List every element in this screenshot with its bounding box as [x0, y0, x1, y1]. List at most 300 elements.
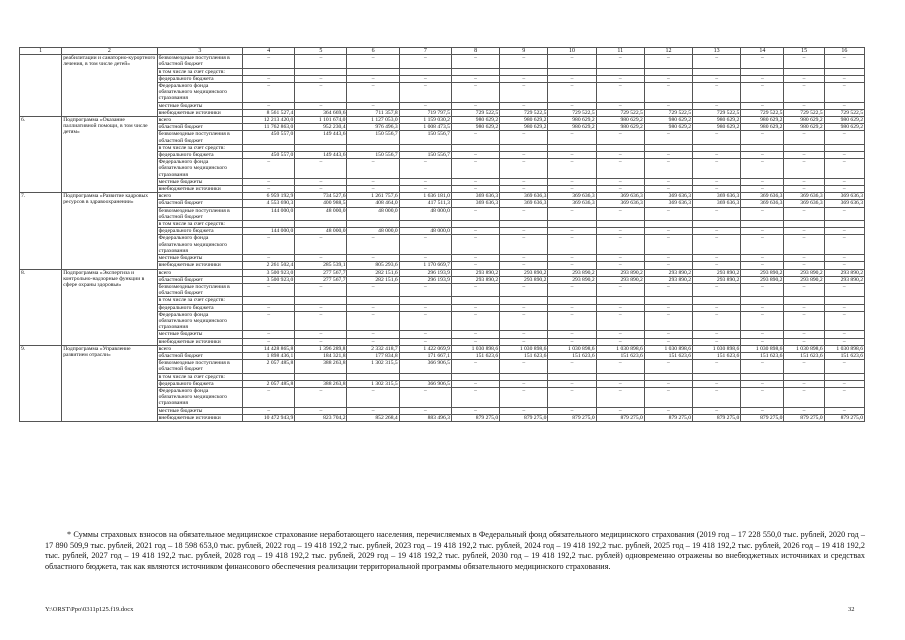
funding-source: в том числе за счет средств: [157, 221, 242, 228]
amount-cell: – [451, 152, 499, 159]
amount-cell: 1 030 898,6 [693, 345, 741, 352]
amount-cell: – [347, 83, 399, 103]
amount-cell: – [693, 304, 741, 311]
amount-cell: – [596, 283, 644, 296]
amount-cell: 369 636,3 [824, 193, 864, 200]
amount-cell: 980 629,2 [451, 124, 499, 131]
amount-cell: – [693, 387, 741, 407]
amount-cell: 366 906,5 [399, 360, 451, 373]
amount-cell: 151 623,6 [824, 352, 864, 359]
amount-cell: – [451, 207, 499, 220]
amount-cell: – [399, 75, 451, 82]
amount-cell [596, 297, 644, 304]
amount-cell: – [399, 387, 451, 407]
amount-cell: – [784, 102, 824, 109]
amount-cell: – [548, 407, 596, 414]
amount-cell: – [644, 331, 692, 338]
amount-cell [596, 68, 644, 75]
amount-cell: 369 636,3 [824, 200, 864, 207]
amount-cell: 293 890,2 [784, 276, 824, 283]
subprogram-name: Подпрограмма «Экспертиза и контрольно-надзорные функции в сфере охраны здоровья» [62, 269, 157, 345]
amount-cell: – [824, 83, 864, 103]
column-number: 14 [741, 48, 784, 55]
amount-cell: 734 527,6 [295, 193, 347, 200]
amount-cell: 369 636,3 [741, 193, 784, 200]
amount-cell: – [243, 283, 295, 296]
amount-cell: 293 890,2 [644, 276, 692, 283]
amount-cell: – [644, 152, 692, 159]
funding-source: областной бюджет [157, 124, 242, 131]
amount-cell: 293 890,2 [824, 276, 864, 283]
amount-cell: 369 636,3 [548, 200, 596, 207]
amount-cell: 369 636,3 [500, 193, 548, 200]
subprogram-name: Подпрограмма «Развитие кадровых ресурсов в здравоохранении» [62, 193, 157, 269]
footnote [45, 530, 865, 572]
amount-cell: 980 629,2 [596, 117, 644, 124]
amount-cell [295, 144, 347, 151]
amount-cell: – [644, 380, 692, 387]
funding-source: областной бюджет [157, 200, 242, 207]
amount-cell: 293 890,2 [644, 269, 692, 276]
amount-cell: 149 443,6 [295, 131, 347, 144]
amount-cell: – [243, 235, 295, 255]
amount-cell: – [741, 102, 784, 109]
amount-cell: – [548, 380, 596, 387]
amount-cell: – [548, 304, 596, 311]
amount-cell: 293 890,2 [500, 276, 548, 283]
amount-cell: – [243, 159, 295, 179]
column-number: 10 [548, 48, 596, 55]
amount-cell: – [500, 262, 548, 269]
amount-cell: – [347, 387, 399, 407]
amount-cell: – [548, 255, 596, 262]
amount-cell [399, 68, 451, 75]
amount-cell: – [644, 387, 692, 407]
amount-cell [243, 144, 295, 151]
amount-cell: – [347, 55, 399, 68]
amount-cell: 369 636,3 [451, 193, 499, 200]
subprogram-name: Подпрограмма «Управление развитием отрасли» [62, 345, 157, 421]
amount-cell: – [741, 131, 784, 144]
amount-cell: 151 623,6 [451, 352, 499, 359]
amount-cell: – [644, 255, 692, 262]
amount-cell: 3 500 923,0 [243, 269, 295, 276]
amount-cell: 369 636,3 [451, 200, 499, 207]
amount-cell: – [824, 304, 864, 311]
amount-cell: – [500, 387, 548, 407]
amount-cell: – [784, 207, 824, 220]
funding-source: в том числе за счет средств: [157, 144, 242, 151]
amount-cell: – [451, 380, 499, 387]
column-number: 1 [20, 48, 62, 55]
table-row [20, 55, 865, 68]
amount-cell: 450 557,0 [243, 152, 295, 159]
column-number: 9 [500, 48, 548, 55]
amount-cell: – [347, 311, 399, 331]
amount-cell: 1 008 473,5 [399, 124, 451, 131]
amount-cell: 980 629,2 [451, 117, 499, 124]
amount-cell: – [784, 311, 824, 331]
amount-cell: – [644, 178, 692, 185]
amount-cell: 805 293,6 [347, 262, 399, 269]
amount-cell: – [741, 255, 784, 262]
amount-cell: – [347, 159, 399, 179]
amount-cell: 293 890,2 [693, 269, 741, 276]
amount-cell: – [644, 228, 692, 235]
amount-cell: – [644, 235, 692, 255]
amount-cell [295, 373, 347, 380]
amount-cell: – [451, 178, 499, 185]
amount-cell: 879 275,0 [741, 414, 784, 421]
amount-cell: – [500, 283, 548, 296]
file-path: Y:\ORST\Ppo\0311p125.f19.docx [45, 606, 134, 613]
amount-cell: – [500, 152, 548, 159]
amount-cell: 400 988,5 [295, 200, 347, 207]
amount-cell: 1 030 898,6 [741, 345, 784, 352]
amount-cell: – [399, 407, 451, 414]
amount-cell: – [399, 331, 451, 338]
funding-source: безвозмездные поступления в областной бюджет [157, 360, 242, 373]
amount-cell: 980 629,2 [644, 117, 692, 124]
amount-cell: – [596, 360, 644, 373]
amount-cell: 282 151,6 [347, 276, 399, 283]
amount-cell: – [824, 228, 864, 235]
amount-cell: – [644, 131, 692, 144]
funding-source: Федерального фонда обязательного медицинского страхования [157, 235, 242, 255]
funding-source: в том числе за счет средств: [157, 297, 242, 304]
amount-cell: – [596, 152, 644, 159]
amount-cell: – [596, 75, 644, 82]
amount-cell: – [596, 102, 644, 109]
amount-cell: 852 268,4 [347, 414, 399, 421]
funding-source: местные бюджеты [157, 331, 242, 338]
table-row [20, 193, 865, 200]
amount-cell: – [500, 255, 548, 262]
subprogram-number: 7. [20, 193, 62, 269]
amount-cell: – [347, 102, 399, 109]
amount-cell: – [693, 311, 741, 331]
amount-cell: – [596, 55, 644, 68]
amount-cell: 151 623,6 [693, 352, 741, 359]
amount-cell: – [644, 262, 692, 269]
amount-cell: 296 193,9 [399, 276, 451, 283]
amount-cell: – [784, 178, 824, 185]
amount-cell [644, 297, 692, 304]
amount-cell: 883 496,3 [399, 414, 451, 421]
amount-cell: – [784, 331, 824, 338]
amount-cell: – [243, 338, 295, 345]
amount-cell: – [824, 131, 864, 144]
amount-cell: 177 834,8 [347, 352, 399, 359]
subprogram-number [20, 55, 62, 117]
amount-cell: 952 230,4 [295, 124, 347, 131]
amount-cell: – [693, 186, 741, 193]
amount-cell: – [741, 186, 784, 193]
amount-cell: – [548, 178, 596, 185]
amount-cell: – [548, 360, 596, 373]
amount-cell: 293 890,2 [596, 276, 644, 283]
amount-cell: – [596, 262, 644, 269]
amount-cell [347, 68, 399, 75]
amount-cell: – [824, 407, 864, 414]
amount-cell: 149 443,6 [295, 152, 347, 159]
amount-cell: – [741, 152, 784, 159]
column-number: 2 [62, 48, 157, 55]
amount-cell: – [500, 235, 548, 255]
amount-cell: 980 629,2 [824, 117, 864, 124]
amount-cell [548, 68, 596, 75]
amount-cell: – [824, 331, 864, 338]
funding-source: Федерального фонда обязательного медицинского страхования [157, 387, 242, 407]
amount-cell: – [741, 178, 784, 185]
amount-cell: – [451, 262, 499, 269]
amount-cell: 1 302 315,5 [347, 360, 399, 373]
amount-cell: 729 522,5 [596, 109, 644, 116]
amount-cell: – [741, 228, 784, 235]
funding-source: внебюджетные источники [157, 186, 242, 193]
column-number: 15 [784, 48, 824, 55]
amount-cell: – [548, 55, 596, 68]
amount-cell: – [347, 75, 399, 82]
amount-cell [693, 144, 741, 151]
budget-table-body [20, 48, 865, 422]
amount-cell: – [243, 186, 295, 193]
amount-cell [548, 373, 596, 380]
amount-cell: – [784, 75, 824, 82]
amount-cell: 144 000,0 [243, 228, 295, 235]
amount-cell: 151 623,6 [741, 352, 784, 359]
amount-cell: – [548, 283, 596, 296]
amount-cell: – [295, 159, 347, 179]
amount-cell: – [741, 83, 784, 103]
amount-cell: 2 261 502,4 [243, 262, 295, 269]
amount-cell: – [784, 83, 824, 103]
amount-cell [243, 373, 295, 380]
amount-cell: – [500, 207, 548, 220]
amount-cell [295, 221, 347, 228]
amount-cell: – [500, 55, 548, 68]
amount-cell: – [693, 407, 741, 414]
amount-cell: 1 101 674,0 [295, 117, 347, 124]
subprogram-number: 8. [20, 269, 62, 345]
amount-cell: – [784, 387, 824, 407]
amount-cell [451, 297, 499, 304]
amount-cell: – [784, 186, 824, 193]
amount-cell: – [500, 178, 548, 185]
amount-cell [824, 68, 864, 75]
amount-cell: 150 556,7 [347, 131, 399, 144]
amount-cell: 151 623,6 [596, 352, 644, 359]
amount-cell [644, 68, 692, 75]
amount-cell: 980 629,2 [644, 124, 692, 131]
amount-cell: – [596, 387, 644, 407]
amount-cell: – [295, 102, 347, 109]
amount-cell: – [824, 262, 864, 269]
amount-cell: – [741, 304, 784, 311]
amount-cell: – [693, 159, 741, 179]
funding-source: Федерального фонда обязательного медицинского страхования [157, 311, 242, 331]
amount-cell: 823 704,2 [295, 414, 347, 421]
amount-cell: – [824, 186, 864, 193]
amount-cell [644, 373, 692, 380]
amount-cell: – [295, 331, 347, 338]
funding-source: местные бюджеты [157, 178, 242, 185]
amount-cell: 171 667,1 [399, 352, 451, 359]
amount-cell: 417 511,3 [399, 200, 451, 207]
amount-cell: – [500, 83, 548, 103]
amount-cell: 879 275,0 [824, 414, 864, 421]
amount-cell: 450 557,0 [243, 131, 295, 144]
amount-cell: – [824, 360, 864, 373]
amount-cell: – [784, 159, 824, 179]
amount-cell: – [399, 102, 451, 109]
amount-cell: – [784, 283, 824, 296]
amount-cell: – [243, 311, 295, 331]
amount-cell: – [644, 304, 692, 311]
amount-cell [693, 297, 741, 304]
amount-cell: – [824, 255, 864, 262]
subprogram-name: Подпрограмма «Оказание паллиативной помощи, в том числе детям» [62, 117, 157, 193]
amount-cell: – [347, 407, 399, 414]
amount-cell: – [399, 283, 451, 296]
funding-source: в том числе за счет средств: [157, 68, 242, 75]
amount-cell: – [644, 102, 692, 109]
amount-cell: 285 539,1 [295, 262, 347, 269]
amount-cell: 364 669,6 [295, 109, 347, 116]
amount-cell [824, 221, 864, 228]
amount-cell: 1 396 289,8 [295, 345, 347, 352]
funding-source: Федерального фонда обязательного медицинского страхования [157, 159, 242, 179]
amount-cell: – [451, 235, 499, 255]
amount-cell: – [399, 178, 451, 185]
amount-cell: 980 629,2 [548, 117, 596, 124]
amount-cell: 1 898 436,1 [243, 352, 295, 359]
amount-cell: 369 636,3 [784, 193, 824, 200]
amount-cell: – [824, 207, 864, 220]
amount-cell: 144 000,0 [243, 207, 295, 220]
amount-cell: – [596, 83, 644, 103]
amount-cell [451, 373, 499, 380]
amount-cell: 293 890,2 [548, 276, 596, 283]
amount-cell: – [784, 152, 824, 159]
amount-cell: – [596, 304, 644, 311]
amount-cell: 293 890,2 [548, 269, 596, 276]
amount-cell: – [347, 331, 399, 338]
amount-cell: – [644, 338, 692, 345]
amount-cell: – [824, 283, 864, 296]
amount-cell: – [347, 338, 399, 345]
amount-cell: 980 629,2 [548, 124, 596, 131]
amount-cell: – [500, 186, 548, 193]
amount-cell: – [824, 387, 864, 407]
amount-cell: – [596, 131, 644, 144]
amount-cell: – [824, 152, 864, 159]
amount-cell: 1 170 669,7 [399, 262, 451, 269]
amount-cell: – [295, 283, 347, 296]
amount-cell: 980 629,2 [784, 117, 824, 124]
amount-cell: – [596, 235, 644, 255]
amount-cell: 1 159 030,2 [399, 117, 451, 124]
amount-cell: – [693, 207, 741, 220]
amount-cell: – [548, 186, 596, 193]
column-number: 11 [596, 48, 644, 55]
amount-cell: – [824, 235, 864, 255]
amount-cell: 151 623,6 [644, 352, 692, 359]
amount-cell [741, 221, 784, 228]
amount-cell: – [693, 255, 741, 262]
funding-source: федерального бюджета [157, 152, 242, 159]
amount-cell [399, 221, 451, 228]
amount-cell: 2 332 418,7 [347, 345, 399, 352]
amount-cell: 980 629,2 [693, 124, 741, 131]
column-number: 13 [693, 48, 741, 55]
amount-cell: – [693, 152, 741, 159]
amount-cell: 8 561 527,4 [243, 109, 295, 116]
amount-cell: 1 030 898,6 [824, 345, 864, 352]
amount-cell [784, 221, 824, 228]
amount-cell: – [500, 331, 548, 338]
amount-cell: – [693, 102, 741, 109]
amount-cell [347, 373, 399, 380]
amount-cell [824, 373, 864, 380]
amount-cell: – [347, 235, 399, 255]
amount-cell: 369 636,3 [741, 200, 784, 207]
amount-cell: – [399, 338, 451, 345]
amount-cell: – [243, 387, 295, 407]
amount-cell: 1 302 315,5 [347, 380, 399, 387]
amount-cell: 151 623,6 [548, 352, 596, 359]
amount-cell: – [451, 360, 499, 373]
amount-cell [500, 68, 548, 75]
funding-source: безвозмездные поступления в областной бюджет [157, 283, 242, 296]
amount-cell: 1 030 898,6 [548, 345, 596, 352]
amount-cell [741, 297, 784, 304]
amount-cell: 879 275,0 [784, 414, 824, 421]
amount-cell: – [548, 387, 596, 407]
amount-cell: 369 636,3 [548, 193, 596, 200]
amount-cell: – [548, 338, 596, 345]
amount-cell: – [548, 331, 596, 338]
amount-cell: 150 556,7 [347, 152, 399, 159]
amount-cell: – [451, 255, 499, 262]
amount-cell: 1 636 181,0 [399, 193, 451, 200]
column-number: 7 [399, 48, 451, 55]
amount-cell: 879 275,0 [451, 414, 499, 421]
amount-cell: 980 629,2 [741, 117, 784, 124]
amount-cell: 150 556,7 [399, 152, 451, 159]
amount-cell [295, 68, 347, 75]
amount-cell: – [451, 311, 499, 331]
amount-cell: – [741, 407, 784, 414]
amount-cell: – [399, 55, 451, 68]
amount-cell: – [693, 178, 741, 185]
table-row [20, 117, 865, 124]
amount-cell: – [399, 304, 451, 311]
funding-source: всего [157, 117, 242, 124]
amount-cell: – [347, 178, 399, 185]
amount-cell: – [784, 304, 824, 311]
amount-cell: – [693, 360, 741, 373]
amount-cell: – [644, 360, 692, 373]
amount-cell [693, 68, 741, 75]
amount-cell: – [295, 178, 347, 185]
amount-cell: – [784, 380, 824, 387]
amount-cell: – [596, 311, 644, 331]
amount-cell [741, 373, 784, 380]
amount-cell: – [693, 55, 741, 68]
amount-cell: – [500, 360, 548, 373]
amount-cell: – [451, 387, 499, 407]
